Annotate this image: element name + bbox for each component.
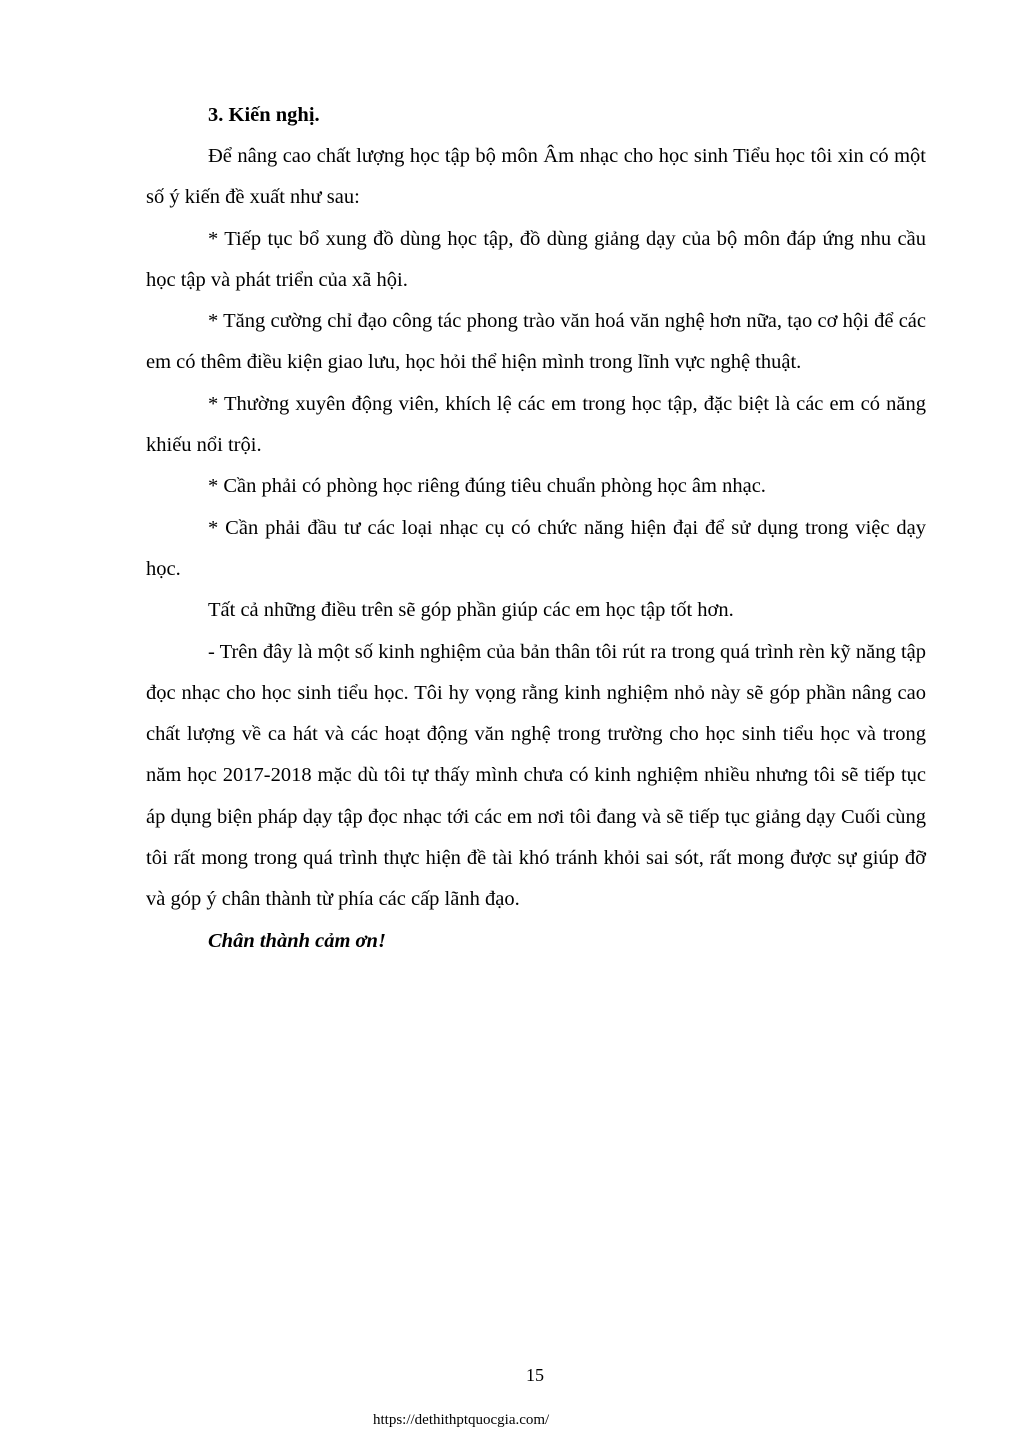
signoff-text: Chân thành cảm ơn!	[208, 929, 386, 952]
recommendation-encouragement: * Thường xuyên động viên, khích lệ các em trong học tập, đặc biệt là các em có năng khiếu nổi trội.	[146, 392, 926, 457]
footer-url: https://dethithptquocgia.com/	[373, 1412, 550, 1428]
recommendation-instruments: * Cần phải đầu tư các loại nhạc cụ có chức năng hiện đại để sử dụng trong việc dạy học.	[146, 516, 926, 580]
summary-paragraph: Tất cả những điều trên sẽ góp phần giúp các em học tập tốt hơn.	[208, 599, 734, 622]
document-body	[146, 95, 926, 962]
conclusion-paragraph: - Trên đây là một số kinh nghiệm của bản thân tôi rút ra trong quá trình rèn kỹ năng tập đọc nhạc cho học sinh tiểu học. Tôi hy vọng rằng kinh nghiệm nhỏ này sẽ góp phần nâng cao chất lượng về ca hát và các hoạt động văn nghệ trong trường cho học sinh tiểu học và trong năm học 2017-2018 mặc dù tôi tự thấy mình chưa có kinh nghiệm nhiều nhưng tôi sẽ tiếp tục áp dụng biện pháp dạy tập đọc nhạc tới các em nơi tôi đang và sẽ tiếp tục giảng dạy Cuối cùng tôi rất mong trong quá trình thực hiện đề tài khó tránh khỏi sai sót, rất mong được sự giúp đỡ và góp ý chân thành từ phía các cấp lãnh đạo.	[146, 640, 926, 911]
page-number: 15	[526, 1365, 544, 1385]
recommendation-cultural-movement: * Tăng cường chỉ đạo công tác phong trào văn hoá văn nghệ hơn nữa, tạo cơ hội để các em có thêm điều kiện giao lưu, học hỏi thể hiện mình trong lĩnh vực nghệ thuật.	[146, 310, 926, 374]
intro-paragraph: Để nâng cao chất lượng học tập bộ môn Âm nhạc cho học sinh Tiểu học tôi xin có một số ý kiến đề xuất như sau:	[146, 145, 926, 209]
recommendation-teaching-aids: * Tiếp tục bổ xung đồ dùng học tập, đồ dùng giảng dạy của bộ môn đáp ứng nhu cầu học tập và phát triển của xã hội.	[146, 227, 926, 291]
recommendation-music-room: * Cần phải có phòng học riêng đúng tiêu chuẩn phòng học âm nhạc.	[208, 475, 766, 498]
section-heading: 3. Kiến nghị.	[208, 104, 320, 126]
